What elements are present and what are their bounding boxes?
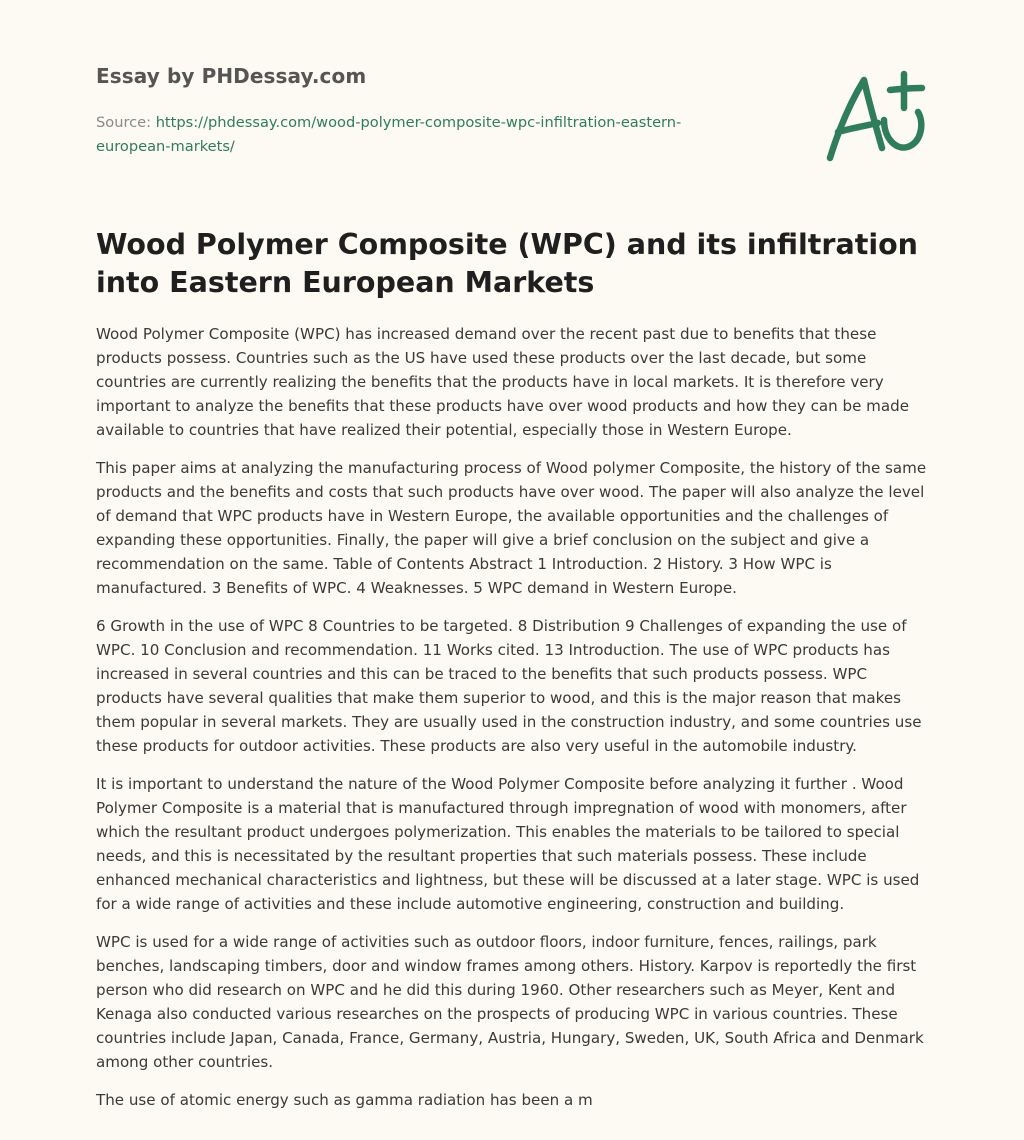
essay-title: Wood Polymer Composite (WPC) and its infiltration into Eastern European Markets xyxy=(96,228,918,299)
essay-paragraph: Wood Polymer Composite (WPC) has increased demand over the recent past due to benefits that these products possess. Countries such as the US have used these products over the last decade, but some countries are currently realizing the benefits that the products have in local markets. It is therefore very important to analyze the benefits that these products have over wood products and how they can be made available to countries that have realized their potential, especially those in Western Europe. xyxy=(96,325,910,439)
source-link[interactable] xyxy=(96,114,681,155)
source-line xyxy=(96,111,736,159)
essay-paragraph: This paper aims at analyzing the manufacturing process of Wood polymer Composite, the history of the same products and the benefits and costs that such products have over wood. The paper will also analyze the level of demand that WPC products have in Western Europe, the available opportunities and the challenges of expanding these opportunities. Finally, the paper will give a brief conclusion on the subject and give a recommendation on the same. Table of Contents Abstract 1 Introduction. 2 History. 3 How WPC is manufactured. 3 Benefits of WPC. 4 Weaknesses. 5 WPC demand in Western Europe. xyxy=(96,459,927,597)
essay-paragraph: 6 Growth in the use of WPC 8 Countries to be targeted. 8 Distribution 9 Challenges of expanding the use of WPC. 10 Conclusion and recommendation. 11 Works cited. 13 Introduction. The use of WPC products has increased in several countries and this can be traced to the benefits that such products possess. WPC products have several qualities that make them superior to wood, and this is the major reason that makes them popular in several markets. They are usually used in the construction industry, and some countries use these products for outdoor activities. These products are also very useful in the automobile industry. xyxy=(96,617,922,755)
essay-paragraph: WPC is used for a wide range of activities such as outdoor floors, indoor furniture, fences, railings, park benches, landscaping timbers, door and window frames among others. History. Karpov is reportedly the first person who did research on WPC and he did this during 1960. Other researchers such as Meyer, Kent and Kenaga also conducted various researches on the prospects of producing WPC in various countries. These countries include Japan, Canada, France, Germany, Austria, Hungary, Sweden, UK, South Africa and Denmark among other countries. xyxy=(96,933,924,1071)
source-label: Source: xyxy=(96,114,152,131)
source-link-line1: https://phdessay.com/wood-polymer-composite-wpc-infiltration-eastern- xyxy=(155,114,682,131)
essay-paragraph: The use of atomic energy such as gamma radiation has been a m xyxy=(96,1091,593,1109)
source-link-line2: european-markets/ xyxy=(96,138,235,155)
site-title: Essay by PHDessay.com xyxy=(96,64,367,88)
essay-paragraph: It is important to understand the nature of the Wood Polymer Composite before analyzing it further . Wood Polymer Composite is a material that is manufactured through impregnation of wood with monomers, after which the resultant product undergoes polymerization. This enables the materials to be tailored to special needs, and this is necessitated by the resultant properties that such materials possess. These include enhanced mechanical characteristics and lightness, but these will be discussed at a later stage. WPC is used for a wide range of activities and these include automotive engineering, construction and building. xyxy=(96,775,920,913)
a-plus-logo xyxy=(820,68,930,164)
essay-body xyxy=(96,322,932,1126)
